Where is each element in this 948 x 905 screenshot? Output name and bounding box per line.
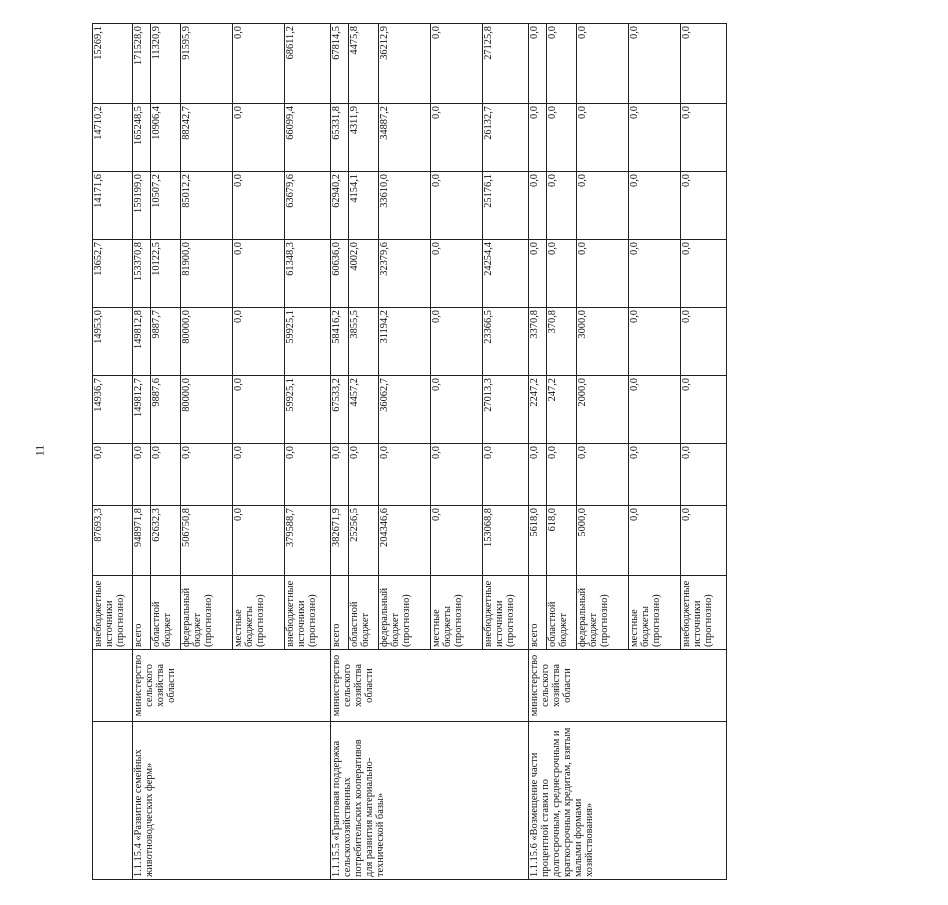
value-cell: 67533,2 (331, 376, 349, 444)
value-cell: 0,0 (233, 376, 285, 444)
value-cell: 0,0 (233, 308, 285, 376)
value-cell: 0,0 (577, 104, 629, 172)
value-cell: 0,0 (431, 240, 483, 308)
value-cell: 0,0 (431, 172, 483, 240)
measure-title (93, 722, 133, 880)
funding-source: областной бюджет (151, 576, 181, 650)
value-cell: 14710,2 (93, 104, 133, 172)
value-cell: 13652,7 (93, 240, 133, 308)
value-cell: 14936,7 (93, 376, 133, 444)
value-cell: 10122,5 (151, 240, 181, 308)
funding-source: внебюджетные источники (прогнозно) (681, 576, 727, 650)
value-cell: 149812,8 (133, 308, 151, 376)
funding-source: всего (133, 576, 151, 650)
executor (93, 650, 133, 722)
value-cell: 24254,4 (483, 240, 529, 308)
value-cell: 0,0 (431, 506, 483, 576)
table-row (133, 24, 151, 880)
funding-source: областной бюджет (349, 576, 379, 650)
value-cell: 32379,6 (379, 240, 431, 308)
value-cell: 33610,0 (379, 172, 431, 240)
value-cell: 80000,0 (181, 308, 233, 376)
table-row (331, 24, 349, 880)
value-cell: 85012,2 (181, 172, 233, 240)
value-cell: 27125,8 (483, 24, 529, 104)
value-cell: 0,0 (431, 104, 483, 172)
value-cell: 14953,0 (93, 308, 133, 376)
value-cell: 0,0 (681, 308, 727, 376)
value-cell: 5000,0 (577, 506, 629, 576)
value-cell: 23366,5 (483, 308, 529, 376)
value-cell: 0,0 (629, 104, 681, 172)
value-cell: 0,0 (629, 308, 681, 376)
funding-source: федеральный бюджет (прогнозно) (379, 576, 431, 650)
value-cell: 59925,1 (285, 376, 331, 444)
value-cell: 65331,8 (331, 104, 349, 172)
value-cell: 0,0 (547, 104, 577, 172)
funding-source: местные бюджеты (прогнозно) (431, 576, 483, 650)
value-cell: 15269,1 (93, 24, 133, 104)
measure-title: 1.1.15.5 «Грантовая поддержка сельскохозяйственных потребительских кооперативов для развития материально-технической базы» (331, 722, 529, 880)
value-cell: 87693,3 (93, 506, 133, 576)
value-cell: 2247,2 (529, 376, 547, 444)
executor: министерство сельского хозяйства области (331, 650, 529, 722)
value-cell: 0,0 (331, 444, 349, 506)
value-cell: 0,0 (577, 444, 629, 506)
value-cell: 0,0 (233, 104, 285, 172)
value-cell: 0,0 (431, 24, 483, 104)
value-cell: 0,0 (151, 444, 181, 506)
value-cell: 171528,0 (133, 24, 151, 104)
value-cell: 506750,8 (181, 506, 233, 576)
value-cell: 0,0 (285, 444, 331, 506)
value-cell: 0,0 (577, 172, 629, 240)
value-cell: 36062,7 (379, 376, 431, 444)
value-cell: 88242,7 (181, 104, 233, 172)
value-cell: 0,0 (233, 240, 285, 308)
value-cell: 0,0 (379, 444, 431, 506)
value-cell: 61348,3 (285, 240, 331, 308)
value-cell: 4154,1 (349, 172, 379, 240)
value-cell: 58416,2 (331, 308, 349, 376)
funding-source: внебюджетные источники (прогнозно) (285, 576, 331, 650)
value-cell: 379588,7 (285, 506, 331, 576)
value-cell: 0,0 (547, 444, 577, 506)
value-cell: 153370,8 (133, 240, 151, 308)
value-cell: 25176,1 (483, 172, 529, 240)
value-cell: 62940,2 (331, 172, 349, 240)
value-cell: 0,0 (431, 308, 483, 376)
funding-source: местные бюджеты (прогнозно) (629, 576, 681, 650)
value-cell: 0,0 (233, 172, 285, 240)
value-cell: 5618,0 (529, 506, 547, 576)
funding-source: местные бюджеты (прогнозно) (233, 576, 285, 650)
funding-source: федеральный бюджет (прогнозно) (577, 576, 629, 650)
value-cell: 9887,6 (151, 376, 181, 444)
value-cell: 382671,9 (331, 506, 349, 576)
value-cell: 0,0 (629, 240, 681, 308)
value-cell: 91595,9 (181, 24, 233, 104)
value-cell: 0,0 (577, 24, 629, 104)
table-body (93, 24, 727, 880)
value-cell: 3855,5 (349, 308, 379, 376)
value-cell: 0,0 (577, 240, 629, 308)
value-cell: 10507,2 (151, 172, 181, 240)
value-cell: 26132,7 (483, 104, 529, 172)
value-cell: 3370,8 (529, 308, 547, 376)
value-cell: 247,2 (547, 376, 577, 444)
value-cell: 27013,3 (483, 376, 529, 444)
value-cell: 4457,2 (349, 376, 379, 444)
table-row (93, 24, 133, 880)
value-cell: 0,0 (133, 444, 151, 506)
funding-source: внебюджетные источники (прогнозно) (483, 576, 529, 650)
value-cell: 159199,0 (133, 172, 151, 240)
value-cell: 68611,2 (285, 24, 331, 104)
value-cell: 3000,0 (577, 308, 629, 376)
value-cell: 0,0 (547, 240, 577, 308)
value-cell: 0,0 (629, 506, 681, 576)
value-cell: 0,0 (483, 444, 529, 506)
value-cell: 0,0 (431, 376, 483, 444)
value-cell: 0,0 (233, 444, 285, 506)
value-cell: 0,0 (681, 172, 727, 240)
value-cell: 31194,2 (379, 308, 431, 376)
value-cell: 0,0 (681, 104, 727, 172)
value-cell: 0,0 (181, 444, 233, 506)
value-cell: 62632,3 (151, 506, 181, 576)
value-cell: 0,0 (547, 24, 577, 104)
executor: министерство сельского хозяйства области (133, 650, 331, 722)
value-cell: 0,0 (349, 444, 379, 506)
funding-table (92, 23, 727, 880)
funding-source: всего (529, 576, 547, 650)
value-cell: 9887,7 (151, 308, 181, 376)
value-cell: 4475,8 (349, 24, 379, 104)
measure-title: 1.1.15.6 «Возмещение части процентной ставки по долгосрочным, среднесрочным и краткосрочным кредитам, взятым малыми формами хозяйствования» (529, 722, 727, 880)
value-cell: 0,0 (547, 172, 577, 240)
value-cell: 81900,0 (181, 240, 233, 308)
value-cell: 4311,9 (349, 104, 379, 172)
value-cell: 204346,6 (379, 506, 431, 576)
executor: министерство сельского хозяйства области (529, 650, 727, 722)
table-row (529, 24, 547, 880)
value-cell: 0,0 (93, 444, 133, 506)
funding-source: областной бюджет (547, 576, 577, 650)
value-cell: 0,0 (681, 444, 727, 506)
funding-source: федеральный бюджет (прогнозно) (181, 576, 233, 650)
value-cell: 10906,4 (151, 104, 181, 172)
value-cell: 370,8 (547, 308, 577, 376)
value-cell: 59925,1 (285, 308, 331, 376)
value-cell: 0,0 (529, 444, 547, 506)
value-cell: 14171,6 (93, 172, 133, 240)
value-cell: 0,0 (529, 104, 547, 172)
value-cell: 0,0 (233, 506, 285, 576)
value-cell: 618,0 (547, 506, 577, 576)
value-cell: 0,0 (629, 444, 681, 506)
value-cell: 0,0 (431, 444, 483, 506)
value-cell: 153068,8 (483, 506, 529, 576)
rotated-page (92, 24, 948, 877)
value-cell: 0,0 (629, 376, 681, 444)
value-cell: 0,0 (681, 376, 727, 444)
value-cell: 4002,0 (349, 240, 379, 308)
value-cell: 63679,6 (285, 172, 331, 240)
value-cell: 0,0 (629, 172, 681, 240)
value-cell: 0,0 (629, 24, 681, 104)
value-cell: 0,0 (681, 24, 727, 104)
page-number: 11 (32, 444, 47, 457)
value-cell: 0,0 (681, 506, 727, 576)
value-cell: 67814,5 (331, 24, 349, 104)
value-cell: 948971,8 (133, 506, 151, 576)
value-cell: 34887,2 (379, 104, 431, 172)
measure-title: 1.1.15.4 «Развитие семейных животноводческих ферм» (133, 722, 331, 880)
value-cell: 0,0 (529, 172, 547, 240)
value-cell: 0,0 (681, 240, 727, 308)
funding-source: всего (331, 576, 349, 650)
value-cell: 80000,0 (181, 376, 233, 444)
value-cell: 25256,5 (349, 506, 379, 576)
value-cell: 149812,7 (133, 376, 151, 444)
value-cell: 0,0 (233, 24, 285, 104)
value-cell: 2000,0 (577, 376, 629, 444)
value-cell: 165248,5 (133, 104, 151, 172)
value-cell: 11320,9 (151, 24, 181, 104)
value-cell: 0,0 (529, 240, 547, 308)
value-cell: 36212,9 (379, 24, 431, 104)
funding-source: внебюджетные источники (прогнозно) (93, 576, 133, 650)
value-cell: 0,0 (529, 24, 547, 104)
value-cell: 66099,4 (285, 104, 331, 172)
value-cell: 60636,0 (331, 240, 349, 308)
